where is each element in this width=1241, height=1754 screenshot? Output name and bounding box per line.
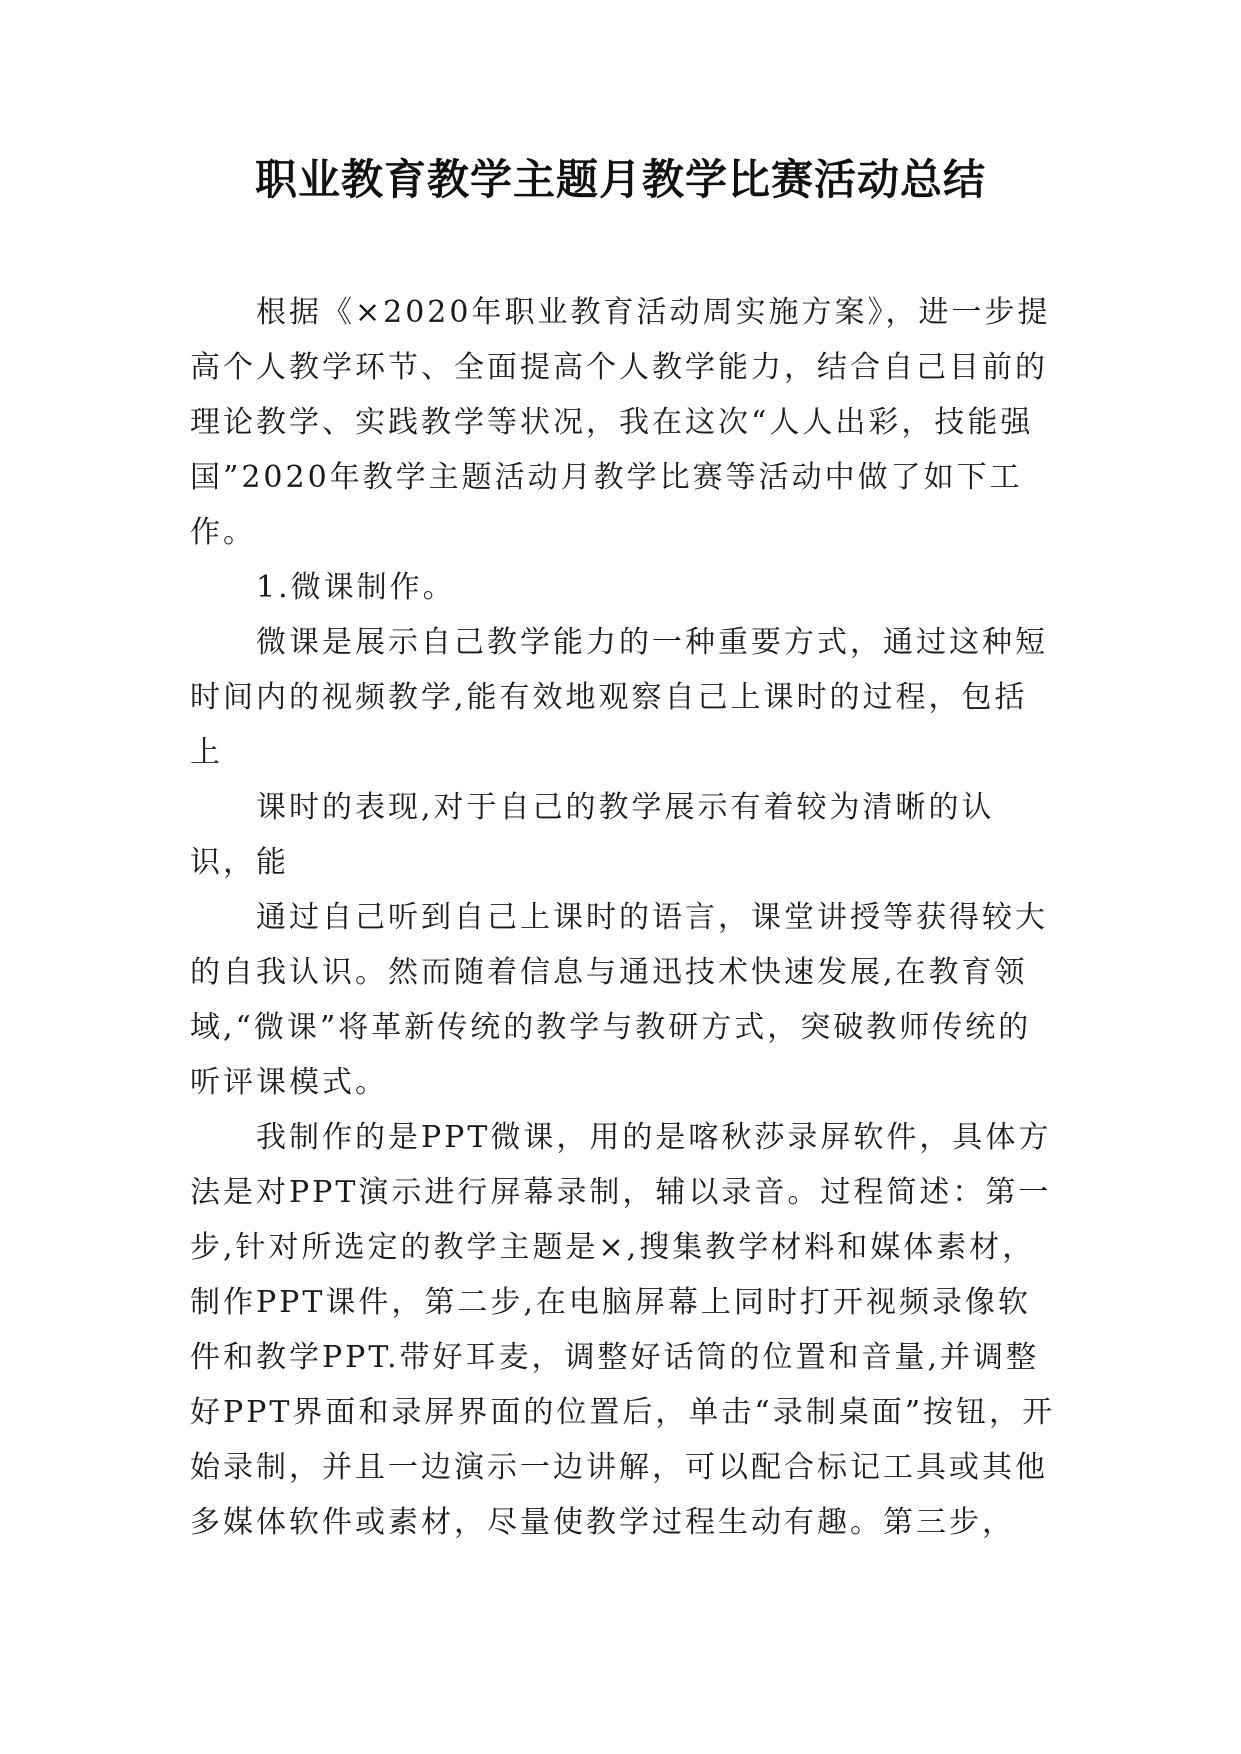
document-body [190,285,1060,1550]
paragraph-microcourse-cont-2: 通过自己听到自己上课时的语言，课堂讲授等获得较大的自我认识。然而随着信息与通迅技术快速发展,在教育领域,“微课”将革新传统的教学与教研方式，突破教师传统的听评课模式。 [190,900,1048,1100]
paragraph-intro: 根据《×2020年职业教育活动周实施方案》，进一步提高个人教学环节、全面提高个人教学能力，结合自己目前的理论教学、实践教学等状况，我在这次“人人出彩，技能强国”2020年教学主题活动月教学比赛等活动中做了如下工作。 [190,295,1051,550]
paragraph-microcourse-cont-1: 课时的表现,对于自己的教学展示有着较为清晰的认识，能 [190,790,995,880]
document-title: 职业教育教学主题月教学比赛活动总结 [254,155,986,204]
paragraph-microcourse-intro: 微课是展示自己教学能力的一种重要方式，通过这种短时间内的视频教学,能有效地观察自己上课时的过程，包括上 [190,625,1048,770]
paragraph-ppt-method: 我制作的是PPT微课，用的是喀秋莎录屏软件，具体方法是对PPT演示进行屏幕录制，辅以录音。过程简述：第一步,针对所选定的教学主题是×,搜集教学材料和媒体素材，制作PPT课件，第二步,在电脑屏幕上同时打开视频录像软件和教学PPT.带好耳麦，调整好话筒的位置和音量,并调整好PPT界面和录屏界面的位置后，单击“录制桌面”按钮，开始录制，并且一边演示一边讲解，可以配合标记工具或其他多媒体软件或素材，尽量使教学过程生动有趣。第三步， [190,1120,1056,1540]
paragraph-section-heading: 1.微课制作。 [256,570,456,605]
